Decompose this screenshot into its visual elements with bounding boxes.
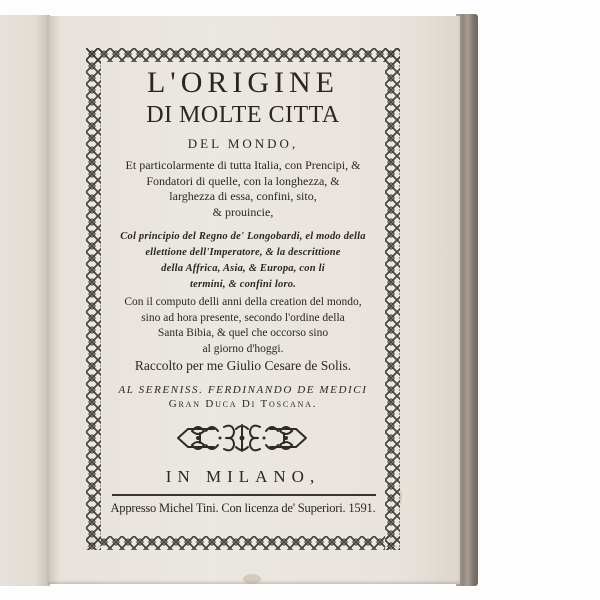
computo-line: Con il computo delli anni della creation del mondo,: [124, 296, 362, 308]
left-page-verso: [0, 15, 50, 586]
title-line-2: DI MOLTE CITTA: [146, 102, 340, 128]
foxing-stain: [243, 574, 261, 584]
italic-line: della Affrica, Asia, & Europa, con li: [161, 263, 325, 274]
computo-line: sino ad hora presente, secondo l'ordine della: [141, 311, 345, 324]
place-of-publication: IN MILANO,: [165, 467, 321, 486]
border-top: [86, 48, 400, 62]
border-right: [385, 48, 400, 550]
subtitle-line: & prouincie,: [212, 204, 274, 219]
author-line: Raccolto per me Giulio Cesare de Solis.: [134, 358, 352, 373]
subtitle-paragraph: [101, 158, 385, 220]
subtitle-line: larghezza di essa, confini, sito,: [169, 189, 317, 203]
title-page-text: [101, 62, 385, 536]
horizontal-rule: [112, 494, 376, 496]
dedication-line-1: AL SERENISS. FERDINANDO DE MEDICI: [118, 384, 368, 396]
dedication-line-2: Gran Duca Di Toscana.: [168, 398, 318, 410]
subtitle-line: Fondatori di quelle, con la longhezza, &: [146, 173, 340, 188]
border-bottom: [86, 536, 400, 550]
computo-line: al giorno d'hoggi.: [202, 342, 284, 355]
imprint-line: Appresso Michel Tini. Con licenza de' Superiori. 1591.: [110, 501, 376, 515]
printer-ornament-icon: [174, 419, 310, 457]
subtitle-line: Et particolarmente di tutta Italia, con Prencipi, &: [125, 158, 361, 172]
border-left: [86, 48, 101, 550]
computo-line: Santa Bibia, & quel che occorso sino: [157, 327, 329, 339]
title-line-3: DEL MONDO,: [187, 136, 299, 151]
italic-line: ellettione dell'Imperatore, & la descrittione: [145, 247, 341, 258]
italic-line: Col principio del Regno de' Longobardi, el modo della: [120, 231, 366, 242]
title-line-1: L'ORIGINE: [146, 66, 340, 99]
italic-line: termini, & confini loro.: [189, 279, 297, 290]
computo-paragraph: [101, 295, 385, 357]
italic-paragraph: [101, 229, 385, 293]
